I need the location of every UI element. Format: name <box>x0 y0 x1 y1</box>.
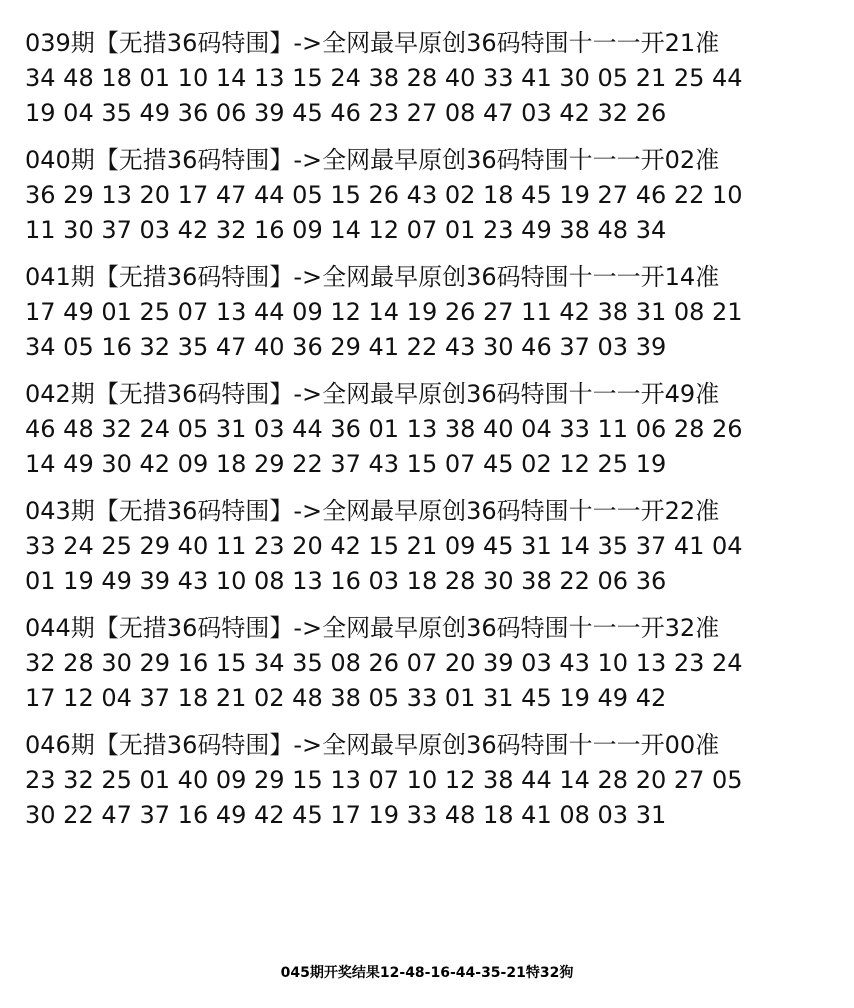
period-header: 039期【无措36码特围】->全网最早原创36码特围十一一开21准 <box>25 29 720 57</box>
number-row: 17 49 01 25 07 13 44 09 12 14 19 26 27 11 42 38 31 08 21 <box>25 298 743 326</box>
number-row: 34 48 18 01 10 14 13 15 24 38 28 40 33 41 30 05 21 25 44 <box>25 64 743 92</box>
number-row: 33 24 25 29 40 11 23 20 42 15 21 09 45 31 14 35 37 41 04 <box>25 532 743 560</box>
period-header: 040期【无措36码特围】->全网最早原创36码特围十一一开02准 <box>25 146 720 174</box>
number-row: 23 32 25 01 40 09 29 15 13 07 10 12 38 44 14 28 20 27 05 <box>25 766 743 794</box>
period-block-042 <box>25 377 835 482</box>
number-row: 01 19 49 39 43 10 08 13 16 03 18 28 30 38 22 06 36 <box>25 567 667 595</box>
prediction-list <box>25 26 835 845</box>
period-block-040 <box>25 143 835 248</box>
period-block-041 <box>25 260 835 365</box>
period-header: 043期【无措36码特围】->全网最早原创36码特围十一一开22准 <box>25 497 720 525</box>
number-row: 32 28 30 29 16 15 34 35 08 26 07 20 39 03 43 10 13 23 24 <box>25 649 743 677</box>
period-block-043 <box>25 494 835 599</box>
number-row: 14 49 30 42 09 18 29 22 37 43 15 07 45 02 12 25 19 <box>25 450 667 478</box>
number-row: 19 04 35 49 36 06 39 45 46 23 27 08 47 03 42 32 26 <box>25 99 667 127</box>
period-header: 042期【无措36码特围】->全网最早原创36码特围十一一开49准 <box>25 380 720 408</box>
period-header: 041期【无措36码特围】->全网最早原创36码特围十一一开14准 <box>25 263 720 291</box>
number-row: 11 30 37 03 42 32 16 09 14 12 07 01 23 49 38 48 34 <box>25 216 667 244</box>
period-header: 044期【无措36码特围】->全网最早原创36码特围十一一开32准 <box>25 614 720 642</box>
period-block-039 <box>25 26 835 131</box>
number-row: 36 29 13 20 17 47 44 05 15 26 43 02 18 45 19 27 46 22 10 <box>25 181 743 209</box>
number-row: 46 48 32 24 05 31 03 44 36 01 13 38 40 04 33 11 06 28 26 <box>25 415 743 443</box>
period-block-044 <box>25 611 835 716</box>
period-block-046 <box>25 728 835 833</box>
number-row: 30 22 47 37 16 49 42 45 17 19 33 48 18 41 08 03 31 <box>25 801 667 829</box>
draw-result: 045期开奖结果12-48-16-44-35-21特32狗 <box>280 965 574 981</box>
period-header: 046期【无措36码特围】->全网最早原创36码特围十一一开00准 <box>25 731 720 759</box>
number-row: 17 12 04 37 18 21 02 48 38 05 33 01 31 45 19 49 42 <box>25 684 667 712</box>
number-row: 34 05 16 32 35 47 40 36 29 41 22 43 30 46 37 03 39 <box>25 333 667 361</box>
